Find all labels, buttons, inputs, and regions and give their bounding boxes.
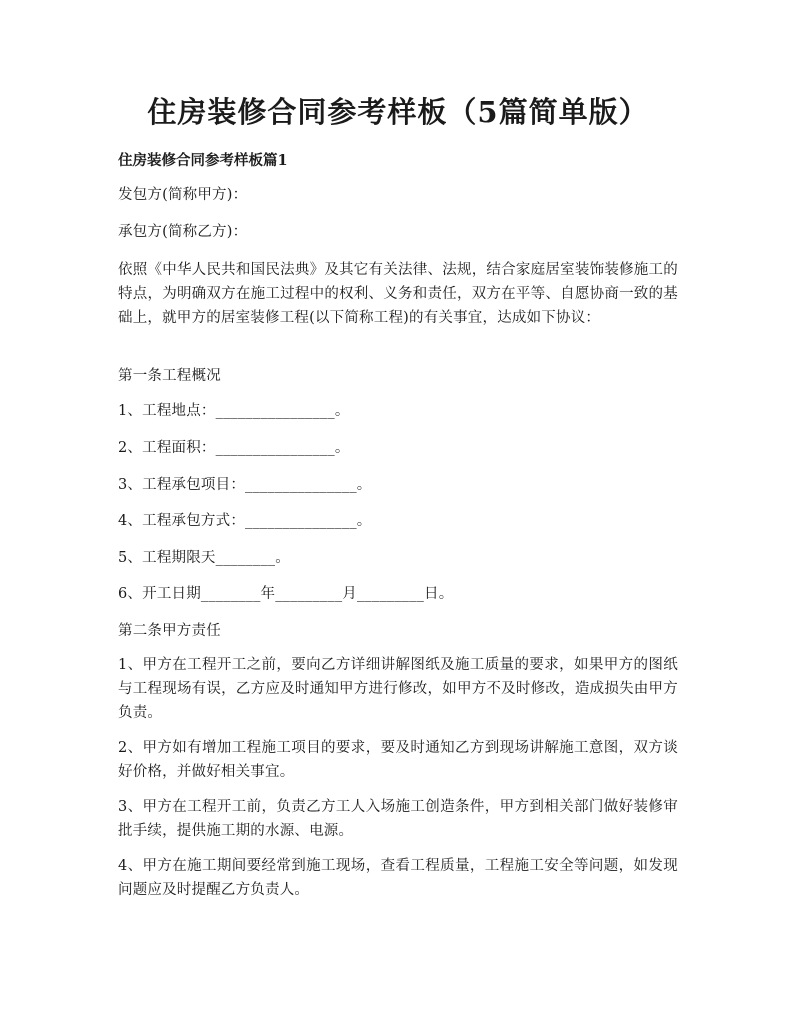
party-b-line: 承包方(简称乙方)： — [118, 224, 248, 240]
clause-1-5: 5、工程期限天________。 — [118, 550, 290, 566]
section-heading: 住房装修合同参考样板篇1 — [118, 152, 288, 169]
clause-1-6: 6、开工日期________年_________月_________日。 — [118, 586, 454, 602]
clause-2-3: 3、甲方在工程开工前，负责乙方工人入场施工创造条件，甲方到相关部门做好装修审批手续，提供施工期的水源、电源。 — [118, 799, 678, 839]
clause-2-1: 1、甲方在工程开工之前，要向乙方详细讲解图纸及施工质量的要求，如果甲方的图纸与工程现场有误，乙方应及时通知甲方进行修改，如甲方不及时修改，造成损失由甲方负责。 — [118, 657, 678, 721]
article-1-heading: 第一条工程概况 — [118, 368, 221, 384]
clause-2-4: 4、甲方在施工期间要经常到施工现场，查看工程质量，工程施工安全等问题，如发现问题应及时提醒乙方负责人。 — [118, 858, 678, 898]
clause-1-4: 4、工程承包方式：_______________。 — [118, 513, 372, 529]
document-title: 住房装修合同参考样板（5篇简单版） — [147, 95, 649, 129]
preamble-paragraph: 依照《中华人民共和国民法典》及其它有关法律、法规，结合家庭居室装饰装修施工的特点，为明确双方在施工过程中的权利、义务和责任，双方在平等、自愿协商一致的基础上，就甲方的居室装修工程(以下简称工程)的有关事宜，达成如下协议： — [118, 262, 678, 326]
clause-1-1: 1、工程地点：________________。 — [118, 403, 350, 419]
clause-1-3: 3、工程承包项目：_______________。 — [118, 477, 372, 493]
party-a-line: 发包方(简称甲方)： — [118, 187, 248, 203]
article-2-heading: 第二条甲方责任 — [118, 623, 221, 639]
clause-2-2: 2、甲方如有增加工程施工项目的要求，要及时通知乙方到现场讲解施工意图，双方谈好价格，并做好相关事宜。 — [118, 740, 678, 780]
clause-1-2: 2、工程面积：________________。 — [118, 440, 350, 456]
